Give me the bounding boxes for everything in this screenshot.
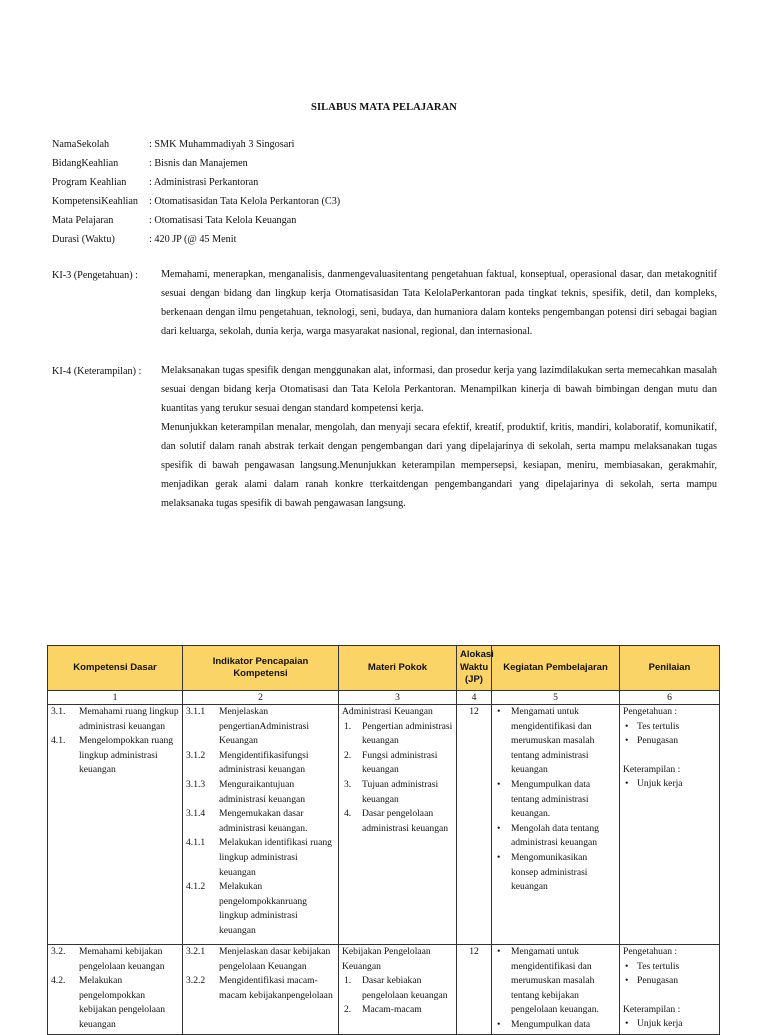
- item-number: 4.1.2: [186, 881, 206, 893]
- cell-alokasi-waktu: 12: [457, 945, 492, 1035]
- bullet-icon: •: [625, 960, 629, 972]
- item-number: 3.2.: [51, 946, 66, 957]
- item-text: Fungsi administrasi keuangan: [362, 749, 438, 776]
- info-value: : Otomatisasidan Tata Kelola Perkantoran (C3): [149, 196, 341, 207]
- list-item: [186, 880, 335, 938]
- bullet-icon: •: [497, 946, 501, 957]
- bullet-icon: •: [625, 778, 629, 790]
- list-item: [495, 851, 616, 895]
- ki4-text: [161, 361, 717, 513]
- cell-kegiatan: [492, 705, 620, 945]
- cell-penilaian: [620, 705, 720, 945]
- item-text: Unjuk kerja: [637, 778, 683, 790]
- item-number: 4.: [344, 808, 352, 820]
- item-text: Menguraikantujuan administrasi keuangan: [219, 778, 306, 805]
- bullet-icon: •: [497, 851, 501, 863]
- item-text: Mengidentifikasifungsi administrasi keuangan: [219, 749, 309, 776]
- info-value: : Otomatisasi Tata Kelola Keuangan: [149, 215, 297, 226]
- item-text: Mengolah data tentang administrasi keuangan: [511, 822, 599, 849]
- list-item: [623, 1017, 716, 1032]
- list-item: [342, 720, 453, 749]
- penilaian-heading: Keterampilan :: [623, 763, 681, 775]
- bullet-icon: •: [625, 720, 629, 732]
- header-materi-pokok: Materi Pokok: [339, 646, 457, 691]
- table-row: [48, 945, 720, 1035]
- item-number: 4.2.: [51, 975, 66, 987]
- table-row: [48, 705, 720, 945]
- item-text: Mengidentifikasi macam-macam kebijakanpengelolaan: [219, 975, 333, 1001]
- info-label: KompetensiKeahlian: [52, 196, 139, 207]
- item-text: Mengumpulkan data tentang administrasi keuangan.: [511, 778, 591, 820]
- item-number: 3.2.2: [186, 975, 206, 987]
- column-number: 4: [457, 691, 492, 705]
- item-text: Penugasan: [637, 735, 679, 747]
- item-text: Melakukan pengelompokkan kebijakan pengelolaan keuangan: [79, 975, 166, 1030]
- materi-heading: Kebijakan Pengelolaan Keuangan: [342, 946, 431, 972]
- item-text: Melakukan identifikasi ruang lingkup administrasi keuangan: [219, 837, 332, 878]
- bullet-icon: •: [497, 1018, 501, 1030]
- column-number: 2: [183, 691, 339, 705]
- item-text: Tes tertulis: [637, 960, 680, 972]
- header-penilaian: Penilaian: [620, 646, 720, 691]
- ki4-paragraph-2: Menunjukkan keterampilan menalar, mengolah, dan menyaji secara efektif, kreatif, produktif, kritis, mandiri, kolaboratif, komunikatif, dan solutif dalam ranah abstrak terkait dengan pengembangan dari yang dipelajarinya di sekolah, serta mampu melaksanakan tugas spesifik di bawah pengawasan langsung.Menunjukkan keterampilan mempersepsi, kesiapan, meniru, membiasakan, gerakmahir, menjadikan gerak alami dalam ranah konkre tterkaitdengan pengembangandari yang dipelajarinya di sekolah, serta mampu melaksanaka tugas spesifik di bawah pengawasan langsung.: [161, 422, 717, 509]
- list-item: [186, 807, 335, 836]
- cell-penilaian: [620, 945, 720, 1035]
- cell-materi-pokok: [339, 945, 457, 1035]
- item-text: Dasar pengelolaan administrasi keuangan: [362, 808, 449, 834]
- item-text: Mengamati untuk mengidentifikasi dan merumuskan masalah tentang kebijakan pengelolaan keuangan.: [511, 946, 599, 1016]
- list-item: [186, 945, 335, 974]
- item-text: Mengelompokkan ruang lingkup administrasi keuangan: [79, 735, 174, 776]
- item-text: Mengumpulkan data: [511, 1018, 591, 1030]
- list-item: [495, 778, 616, 822]
- syllabus-table: [47, 645, 720, 1035]
- list-item: [342, 807, 453, 836]
- cell-indikator: [183, 945, 339, 1035]
- item-text: Unjuk kerja: [637, 1018, 683, 1030]
- item-number: 2.: [344, 1004, 352, 1016]
- item-number: 3.1.4: [186, 808, 206, 820]
- list-item: [623, 974, 716, 989]
- spacer: [623, 749, 716, 763]
- info-label: BidangKeahlian: [52, 158, 119, 169]
- column-number: 6: [620, 691, 720, 705]
- column-number: 1: [48, 691, 183, 705]
- header-alokasi-waktu: Alokasi Waktu (JP): [457, 646, 492, 691]
- list-item: [495, 822, 616, 851]
- cell-kompetensi-dasar: [48, 945, 183, 1035]
- item-text: Mengomunikasikan konsep administrasi keuangan: [511, 851, 588, 893]
- list-item: [186, 836, 335, 880]
- document-title: SILABUS MATA PELAJARAN: [311, 102, 457, 113]
- list-item: [623, 960, 716, 975]
- info-label: Durasi (Waktu): [52, 234, 115, 245]
- list-item: [342, 749, 453, 778]
- item-number: 4.1.1: [186, 837, 206, 849]
- item-text: Dasar kebiakan pengelolaan keuangan: [362, 975, 448, 1001]
- item-number: 4.1.: [51, 735, 66, 747]
- ki4-paragraph-1: Melaksanakan tugas spesifik dengan menggunakan alat, informasi, dan prosedur kerja yang lazimdilakukan serta memecahkan masalah sesuai dengan bidang kerja Otomatisasi dan Tata Kelola Perkantoran. Menampilkan kinerja di bawah bimbingan dengan mutu dan kuantitas yang terukur sesuai dengan standard kompetensi kerja.: [161, 365, 717, 414]
- item-number: 1.: [344, 975, 352, 987]
- info-label: Mata Pelajaran: [52, 215, 114, 226]
- list-item: [495, 705, 616, 778]
- bullet-icon: •: [497, 822, 501, 834]
- item-text: Mengamati untuk mengidentifikasi dan merumuskan masalah tentang administrasi keuangan: [511, 706, 595, 776]
- info-value: : Bisnis dan Manajemen: [149, 158, 248, 169]
- list-item: [495, 1018, 616, 1033]
- item-text: Menjelaskan pengertianAdministrasi Keuangan: [219, 706, 310, 747]
- info-value: : 420 JP (@ 45 Menit: [149, 234, 237, 245]
- column-number: 5: [492, 691, 620, 705]
- list-item: [342, 974, 453, 1003]
- item-text: Tes tertulis: [637, 720, 680, 732]
- header-kompetensi-dasar: Kompetensi Dasar: [48, 646, 183, 691]
- item-text: Penugasan: [637, 975, 679, 987]
- list-item: [623, 720, 716, 735]
- header-kegiatan: Kegiatan Pembelajaran: [492, 646, 620, 691]
- cell-materi-pokok: [339, 705, 457, 945]
- penilaian-heading: Keterampilan :: [623, 1003, 681, 1015]
- item-text: Menjelaskan dasar kebijakan pengelolaan Keuangan: [219, 946, 331, 972]
- bullet-icon: •: [497, 778, 501, 790]
- bullet-icon: •: [625, 975, 629, 987]
- item-number: 1.: [344, 720, 352, 732]
- list-item: [342, 778, 453, 807]
- item-number: 2.: [344, 749, 352, 761]
- penilaian-heading: Pengetahuan :: [623, 946, 678, 957]
- info-value: : SMK Muhammadiyah 3 Singosari: [149, 139, 295, 150]
- bullet-icon: •: [497, 706, 501, 717]
- spacer: [623, 989, 716, 1003]
- info-value: : Administrasi Perkantoran: [149, 177, 259, 188]
- materi-heading: Administrasi Keuangan: [342, 706, 433, 717]
- item-text: Mengemukakan dasar administrasi keuangan.: [219, 808, 308, 834]
- penilaian-heading: Pengetahuan :: [623, 706, 678, 717]
- list-item: [342, 1003, 453, 1018]
- ki3-text: [161, 265, 717, 341]
- cell-alokasi-waktu: 12: [457, 705, 492, 945]
- list-item: [186, 974, 335, 1003]
- bullet-icon: •: [625, 1018, 629, 1030]
- list-item: [51, 945, 179, 974]
- column-number: 3: [339, 691, 457, 705]
- item-number: 3.1.2: [186, 749, 206, 761]
- bullet-icon: •: [625, 735, 629, 747]
- item-text: Pengertian administrasi keuangan: [362, 720, 453, 747]
- item-number: 3.: [344, 778, 352, 790]
- item-text: Memahami ruang lingkup administrasi keuangan: [79, 706, 179, 732]
- list-item: [623, 777, 716, 792]
- ki3-label: KI-3 (Pengetahuan) :: [52, 270, 138, 281]
- list-item: [186, 778, 335, 807]
- item-number: 3.2.1: [186, 946, 206, 957]
- item-text: Tujuan administrasi keuangan: [362, 778, 439, 805]
- item-text: Memahami kebijakan pengelolaan keuangan: [79, 946, 165, 972]
- item-text: Melakukan pengelompokkanruang lingkup administrasi keuangan: [219, 881, 307, 936]
- list-item: [51, 705, 179, 734]
- item-number: 3.1.1: [186, 706, 206, 717]
- ki3-paragraph: Memahami, menerapkan, menganalisis, danmengevaluasitentang pengetahuan faktual, konseptual, operasional dasar, dan metakognitif sesuai dengan bidang dan lingkup kerja Otomatisasidan Tata KelolaPerkantoran pada tingkat teknis, spesifik, detil, dan kompleks, berkenaan dengan ilmu pengetahuan, teknologi, seni, budaya, dan humaniora dalam konteks pengembangan potensi diri sebagai bagian dari keluarga, sekolah, dunia kerja, warga masyarakat nasional, regional, dan internasional.: [161, 269, 717, 337]
- item-number: 3.1.: [51, 706, 66, 717]
- list-item: [495, 945, 616, 1018]
- cell-indikator: [183, 705, 339, 945]
- item-text: Macam-macam: [362, 1004, 422, 1016]
- list-item: [186, 705, 335, 749]
- list-item: [186, 749, 335, 778]
- item-number: 3.1.3: [186, 778, 206, 790]
- header-indikator: Indikator Pencapaian Kompetensi: [183, 646, 339, 691]
- column-number-row: [48, 691, 720, 705]
- info-label: Program Keahlian: [52, 177, 127, 188]
- info-label: NamaSekolah: [52, 139, 110, 150]
- table-header-row: [48, 646, 720, 691]
- ki4-label: KI-4 (Keterampilan) :: [52, 366, 142, 377]
- list-item: [51, 734, 179, 778]
- cell-kompetensi-dasar: [48, 705, 183, 945]
- list-item: [623, 734, 716, 749]
- cell-kegiatan: [492, 945, 620, 1035]
